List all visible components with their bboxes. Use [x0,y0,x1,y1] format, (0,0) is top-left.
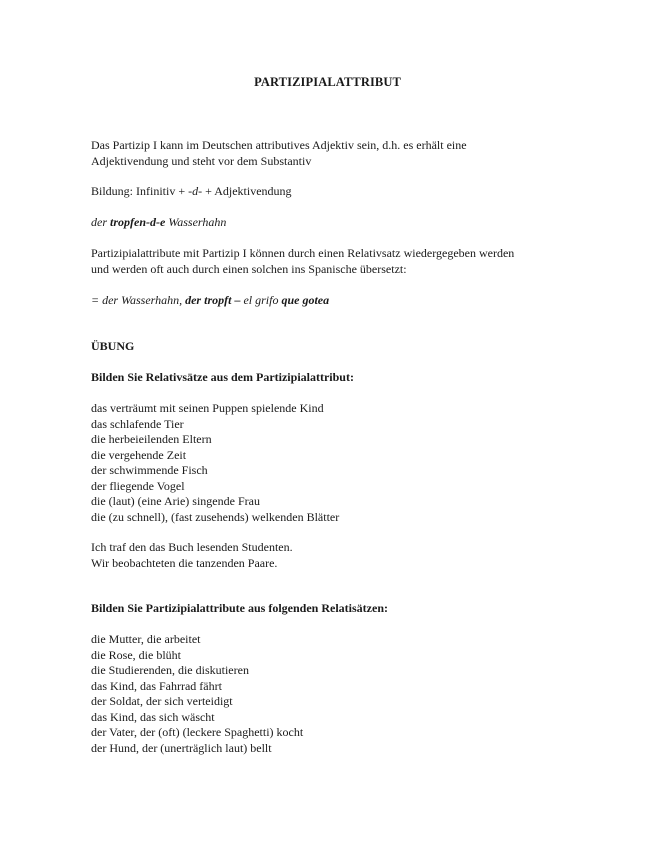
translation-part-4: que gotea [281,293,330,307]
translation-part-1: = der Wasserhahn, [91,293,186,307]
list-item: die Rose, die blüht [91,647,181,662]
relativ-intro-line-2: und werden oft auch durch einen solchen ins Spanische übersetzt: [91,261,407,276]
sentence-item: Wir beobachteten die tanzenden Paare. [91,555,278,570]
example-article: der [91,215,110,229]
intro-line-2: Adjektivendung und steht vor dem Substantiv [91,153,312,168]
list-item: die vergehende Zeit [91,447,187,462]
list-item: der Soldat, der sich verteidigt [91,694,233,708]
list-item: der Hund, der (unerträglich laut) bellt [91,740,272,755]
bildung-prefix: Bildung: Infinitiv + [91,184,189,198]
intro-paragraph [91,138,571,169]
relativ-intro-line-1: Partizipialattribute mit Partizip I können durch einen Relativsatz wiedergegeben werden [91,246,515,260]
sentence-item: Ich traf den das Buch lesenden Studenten. [91,540,293,554]
task1-sentences [91,540,571,571]
list-item: die Studierenden, die diskutieren [91,663,249,677]
list-item: der Vater, der (oft) (leckere Spaghetti) kocht [91,725,304,739]
list-item: das schlafende Tier [91,416,184,431]
translation-example [91,293,571,309]
translation-part-2: der tropft – [185,293,241,307]
intro-line-1: Das Partizip I kann im Deutschen attributives Adjektiv sein, d.h. es erhält eine [91,138,467,152]
relativ-intro-paragraph [91,246,571,277]
example-noun: Wasserhahn [165,215,227,229]
list-item: das verträumt mit seinen Puppen spielende Kind [91,401,324,415]
list-item: das Kind, das sich wäscht [91,709,215,724]
task1-heading: Bilden Sie Relativsätze aus dem Partizipialattribut: [91,370,354,384]
task2-list [91,632,571,756]
task2-heading: Bilden Sie Partizipialattribute aus folgenden Relatisätzen: [91,601,388,615]
bildung-d: -d- [188,184,203,198]
list-item: der schwimmende Fisch [91,463,208,477]
uebung-heading: ÜBUNG [91,339,135,353]
list-item: der fliegende Vogel [91,478,185,493]
bildung-suffix: + Adjektivendung [202,184,292,198]
example-phrase [91,215,571,231]
bildung-rule [91,184,571,200]
page-title: PARTIZIPIALATTRIBUT [254,75,401,89]
task1-list [91,401,571,525]
list-item: das Kind, das Fahrrad fährt [91,678,222,693]
list-item: die Mutter, die arbeitet [91,632,201,646]
translation-part-3: el grifo [240,293,282,307]
list-item: die herbeieilenden Eltern [91,432,212,446]
list-item: die (zu schnell), (fast zusehends) welkenden Blätter [91,509,340,524]
list-item: die (laut) (eine Arie) singende Frau [91,494,260,508]
example-participle: tropfen-d-e [110,215,166,229]
